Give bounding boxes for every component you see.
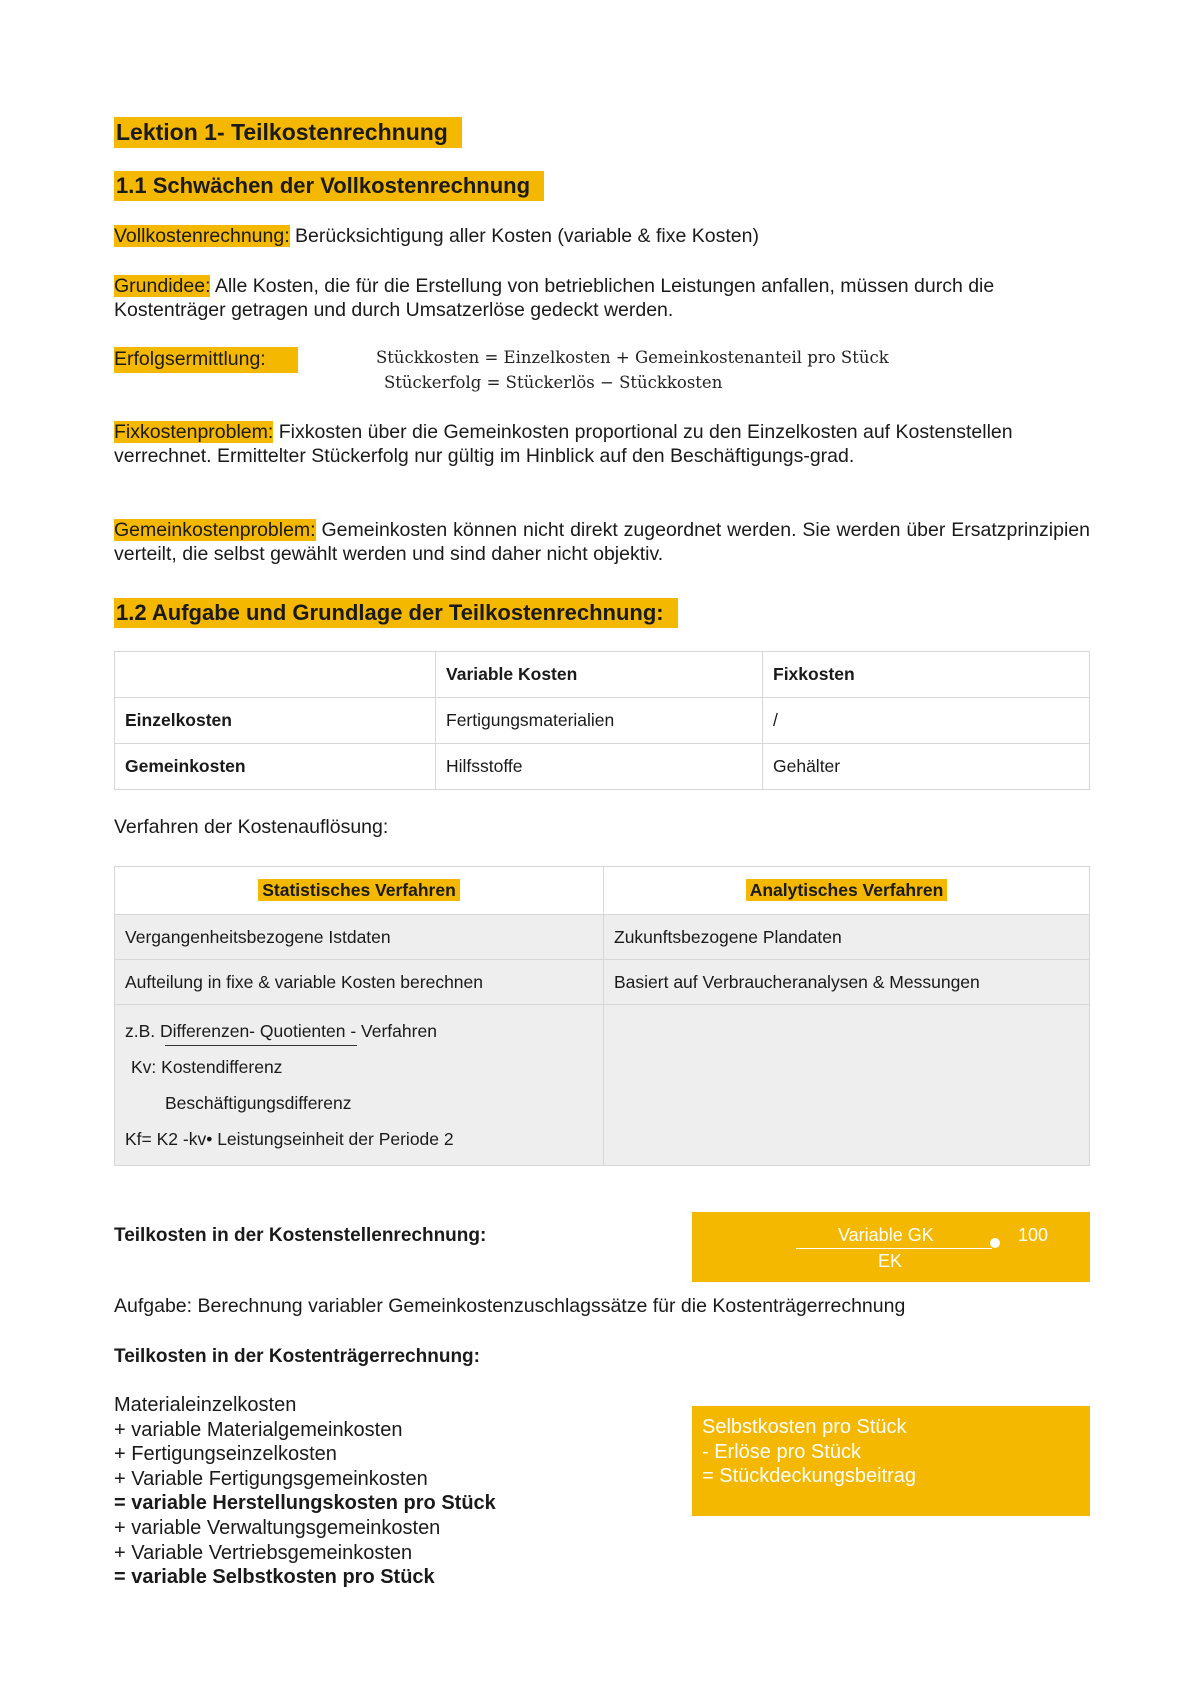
box-line: = Stückdeckungsbeitrag: [702, 1465, 917, 1487]
gemeinkosten-text: Gemeinkosten können nicht direkt zugeordnet werden. Sie werden über Ersatzprinzipien verteilt, die selbst gewählt werden und sind daher nicht objektiv.: [114, 519, 1090, 565]
deckungsbeitrag-box: [692, 1406, 1090, 1516]
example-cell: [115, 1005, 604, 1166]
table-row: [115, 1005, 1090, 1166]
list-item: + Fertigungseinzelkosten: [114, 1443, 337, 1466]
example-line-kv: Kv: Kostendifferenz: [131, 1049, 593, 1085]
table-header-cell: Fixkosten: [763, 652, 1090, 698]
verfahren-label: Verfahren der Kostenauflösung:: [114, 816, 389, 838]
example-line: Beschäftigungsdifferenz: [165, 1093, 352, 1113]
section-2-title: 1.2 Aufgabe und Grundlage der Teilkostenrechnung:: [114, 598, 678, 628]
erfolg-label: Erfolgsermittlung:: [114, 348, 266, 370]
table-header-cell: [115, 867, 604, 915]
example-line: Kf= K2 -kv• Leistungseinheit der Periode 2: [125, 1129, 454, 1149]
section-1-title: 1.1 Schwächen der Vollkostenrechnung: [114, 171, 544, 201]
table-cell: Einzelkosten: [115, 698, 436, 744]
list-item: + variable Verwaltungsgemeinkosten: [114, 1516, 441, 1539]
table-cell: Gemeinkosten: [115, 744, 436, 790]
table-cell: Aufteilung in fixe & variable Kosten berechnen: [115, 960, 604, 1005]
table-row: [115, 744, 1090, 790]
gemeinkosten-label: Gemeinkostenproblem:: [114, 519, 316, 541]
list-item-total: = variable Herstellungskosten pro Stück: [114, 1492, 496, 1515]
formula-stueckkosten: Stückkosten = Einzelkosten + Gemeinkostenanteil pro Stück: [376, 348, 889, 367]
multiply-dot: [990, 1238, 1000, 1248]
box-line: - Erlöse pro Stück: [702, 1440, 861, 1463]
grundidee-label: Grundidee:: [114, 275, 211, 297]
formula-box: [692, 1212, 1090, 1282]
table-row: [115, 960, 1090, 1005]
table-cell: Basiert auf Verbraucheranalysen & Messungen: [604, 960, 1090, 1005]
formula-stueckerfolg: Stückerfolg = Stückerlös − Stückkosten: [384, 373, 723, 392]
vollkosten-paragraph: [114, 224, 1090, 248]
kostentraeger-title: Teilkosten in der Kostenträgerrechnung:: [114, 1346, 480, 1367]
table-cell: Gehälter: [763, 744, 1090, 790]
list-item: Materialeinzelkosten: [114, 1394, 297, 1416]
box-line: Selbstkosten pro Stück: [702, 1416, 907, 1438]
vollkosten-text: Berücksichtigung aller Kosten (variable & fixe Kosten): [289, 225, 759, 247]
table-cell: Fertigungsmaterialien: [436, 698, 763, 744]
fixkosten-paragraph: [114, 420, 1090, 468]
table-row: [115, 698, 1090, 744]
formula-multiplier: 100: [1018, 1225, 1049, 1245]
table-header-row: [115, 652, 1090, 698]
fixkosten-text: Fixkosten über die Gemeinkosten proportional zu den Einzelkosten auf Kostenstellen verrechnet. Ermittelter Stückerfolg nur gültig im Hinblick auf den Beschäftigungs-grad.: [114, 421, 1013, 467]
example-line: z.B. Differenzen- Quotienten - Verfahren: [125, 1021, 437, 1041]
table-header-cell: [115, 652, 436, 698]
kostentraeger-list: [114, 1393, 496, 1590]
verfahren-table: [114, 866, 1090, 1166]
table-cell: Vergangenheitsbezogene Istdaten: [115, 915, 604, 960]
gemeinkosten-paragraph: [114, 518, 1090, 566]
analytisch-header: Analytisches Verfahren: [746, 879, 948, 901]
list-item-total: = variable Selbstkosten pro Stück: [114, 1566, 435, 1589]
fraction-bar: [165, 1045, 357, 1046]
table-cell: [604, 1005, 1090, 1166]
formula-denominator: EK: [878, 1251, 903, 1271]
fixkosten-label: Fixkostenproblem:: [114, 421, 274, 443]
lesson-title: Lektion 1- Teilkostenrechnung: [114, 117, 462, 148]
grundidee-paragraph: [114, 274, 1090, 322]
grundidee-text: Alle Kosten, die für die Erstellung von betrieblichen Leistungen anfallen, müssen durch die Kostenträger getragen und durch Umsatzerlöse gedeckt werden.: [114, 275, 995, 321]
table-cell: /: [763, 698, 1090, 744]
list-item: + variable Materialgemeinkosten: [114, 1418, 403, 1441]
statistisch-header: Statistisches Verfahren: [258, 879, 460, 901]
kosten-table: [114, 651, 1090, 790]
list-item: + Variable Fertigungsgemeinkosten: [114, 1467, 428, 1490]
table-row: [115, 915, 1090, 960]
formula-numerator: Variable GK: [838, 1225, 934, 1245]
aufgabe-text: Aufgabe: Berechnung variabler Gemeinkostenzuschlagssätze für die Kostenträgerrechnung: [114, 1295, 906, 1317]
table-header-cell: [604, 867, 1090, 915]
table-header-cell: Variable Kosten: [436, 652, 763, 698]
list-item: + Variable Vertriebsgemeinkosten: [114, 1541, 413, 1564]
table-cell: Hilfsstoffe: [436, 744, 763, 790]
vollkosten-label: Vollkostenrechnung:: [114, 225, 290, 247]
table-cell: Zukunftsbezogene Plandaten: [604, 915, 1090, 960]
kostenstellen-title: Teilkosten in der Kostenstellenrechnung:: [114, 1225, 487, 1246]
formula-fraction-bar: [796, 1248, 992, 1249]
table-header-row: [115, 867, 1090, 915]
